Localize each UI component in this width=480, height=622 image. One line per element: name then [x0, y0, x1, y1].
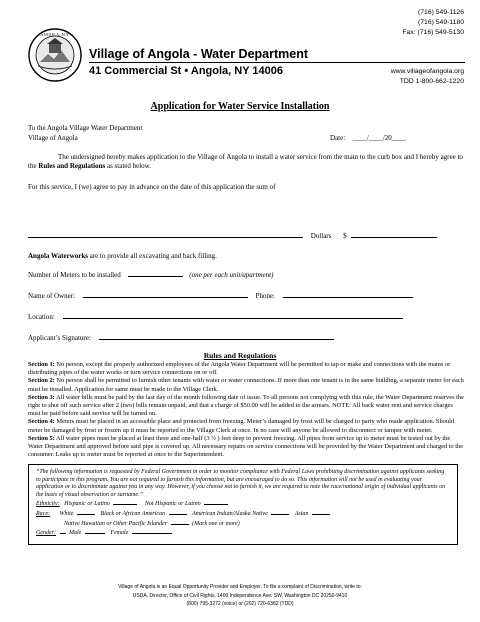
- race-asian-field[interactable]: [312, 509, 330, 515]
- date-label: Date:: [330, 134, 346, 142]
- intro-text-1: The undersigned hereby makes application to the Village of Angola to install a water service from the main to the curb box and I hereby agree to the: [28, 153, 463, 170]
- disclosure-notice: “The following information is requested by Federal Government in order to monitor compliance with Federal Laws prohibiting discrimination against applicants seeking to participate in this program. You are not required to furnish this information, but are encouraged to do so. This information will not be used in evaluating your application or to discriminate against you in any way. However, if you choose not to furnish it, we are required to note the race/national origin of individual applicants on the basis of visual observation or surname.”: [36, 469, 446, 498]
- org-address: 41 Commercial St • Angola, NY 14006: [89, 65, 283, 77]
- meters-note: (one per each unit/apartment): [189, 271, 274, 279]
- race-native: American Indian/Alaska Native: [192, 510, 268, 517]
- dollars-label: Dollars: [310, 232, 332, 240]
- rule-section-text: No person, except the properly authorized employees of the Angola Water Department will be permitted to tap or make and connections with the mains or distributing pipes of the water works or turn service connections on or off.: [28, 361, 451, 377]
- phone-2: (716) 549-1180: [418, 19, 464, 26]
- footer-line-1: Village of Angola is an Equal Opportunity Provider and Employer. To file a complaint of Discrimination, write to:: [118, 584, 362, 590]
- race-label: Race:: [36, 510, 50, 517]
- ethnicity-option-1: Hispanic or Latino: [64, 501, 110, 508]
- rule-section-label: Section 1:: [28, 361, 55, 368]
- to-line-1: To the Angola Village Water Department: [28, 124, 143, 132]
- rule-section-2: [28, 377, 466, 393]
- race-white-field[interactable]: [77, 509, 95, 515]
- race-white: White: [59, 510, 74, 517]
- intro-text-2: as stated below.: [105, 162, 152, 170]
- org-title: Village of Angola - Water Department: [89, 47, 309, 61]
- meters-row: [28, 269, 273, 280]
- race-row-1: [36, 509, 450, 519]
- rule-section-label: Section 5:: [28, 434, 55, 442]
- footer: [0, 583, 480, 609]
- rule-section-text: Meters must be placed in an accessible place and protected from freezing. Meter’s damaged by frost will be charged to party who made application. Should meter be damaged by frost or frozen up it must be reported to the Village Clerk at once. In no case will anyone be allowed to disconnect or tamper with meter.: [28, 418, 455, 434]
- gender-female: Female: [110, 530, 129, 537]
- waterworks-note: [28, 252, 217, 261]
- seal-text: ANGOLA, N.Y.: [40, 32, 70, 37]
- to-line-2: Village of Angola: [28, 134, 78, 142]
- waterworks-bold: Angola Waterworks: [28, 252, 88, 260]
- intro-paragraph: [28, 153, 468, 171]
- website-link[interactable]: www.villageofangola.org: [390, 68, 464, 75]
- rules-heading: Rules and Regulations: [203, 351, 277, 360]
- amount-words-field[interactable]: [28, 230, 303, 238]
- gender-label: Gender:: [36, 530, 56, 537]
- fax-number: Fax: (716) 549-5130: [402, 29, 464, 36]
- location-row: [28, 311, 403, 322]
- race-native-field[interactable]: [271, 509, 289, 515]
- amount-row: [28, 230, 437, 241]
- payment-text: For this service, I (we) agree to pay in advance on the date of this application the sum of: [28, 183, 276, 191]
- race-note: (Mark one or more): [192, 520, 240, 527]
- location-field[interactable]: [63, 311, 403, 319]
- rule-section-5: [28, 435, 466, 460]
- signature-field[interactable]: [99, 332, 334, 340]
- footer-line-3: (800) 795-3272 (voice) or (202) 720-6382 (TDD): [186, 601, 294, 608]
- amount-number-field[interactable]: [351, 230, 437, 238]
- rules-list: [28, 361, 466, 459]
- gender-male: Male: [69, 530, 82, 537]
- meters-label: Number of Meters to be installed: [28, 271, 121, 279]
- rule-section-label: Section 2:: [28, 377, 55, 385]
- ethnicity-field-2[interactable]: [204, 499, 228, 505]
- gender-row: [36, 528, 450, 538]
- date-value: ____/____/20____: [352, 134, 406, 142]
- ethnicity-option-2: Not Hispanic or Latino: [144, 501, 201, 508]
- disclosure-box: [28, 464, 458, 545]
- rule-section-1: [28, 361, 466, 377]
- ethnicity-label: Ethnicity:: [36, 501, 60, 508]
- owner-label: Name of Owner:: [28, 292, 76, 300]
- contact-block: [402, 8, 464, 38]
- race-black: Black or African American: [100, 510, 166, 517]
- race-black-field[interactable]: [169, 509, 187, 515]
- meters-field[interactable]: [128, 269, 183, 277]
- owner-field[interactable]: [83, 290, 248, 298]
- ethnicity-row: [36, 499, 450, 509]
- rule-section-4: [28, 418, 466, 434]
- form-title: Application for Water Service Installation: [150, 101, 330, 112]
- owner-row: [28, 290, 413, 301]
- tdd-number: TDD 1-800-662-1220: [399, 78, 464, 85]
- race-hawaiian-field[interactable]: [171, 519, 189, 525]
- rule-section-text: All water pipes must be placed at least three and one-half (3 ½ ) feet deep to prevent freezing. All pipes from service up to meter must be tested out by the Water Department and approved before said pipe is covered up. All necessary repairs on service connections will be provided by the Water Department and charged to the consumer. Leaks up to meter must be reported at once to the Superintendent.: [28, 434, 464, 459]
- web-block: [391, 67, 464, 87]
- date-field[interactable]: [330, 134, 406, 143]
- race-hawaiian: Native Hawaiian or Other Pacific Islander: [64, 520, 168, 527]
- race-row-2: [36, 519, 450, 529]
- waterworks-text: are to provide all excavating and back filling.: [87, 252, 217, 260]
- gender-male-field[interactable]: [85, 528, 105, 534]
- race-asian: Asian: [294, 510, 309, 517]
- footer-line-2: USDA, Director, Office of Civil Rights, 1400 Independence Ave. SW, Washington DC 20250-9410: [132, 592, 348, 599]
- intro-bold: Rules and Regulations: [38, 162, 106, 170]
- phone-label: Phone:: [255, 292, 275, 300]
- gender-blank: [60, 528, 66, 534]
- gender-female-field[interactable]: [132, 528, 172, 534]
- rule-section-text: No person shall be permitted to furnish other tenants with water or water connections. If more than one tenant is in the same building, a separate meter for each must be installed. Application for same must be made to the Village Clerk.: [28, 377, 464, 393]
- dollar-sign: $: [343, 232, 347, 240]
- rule-section-text: All water bills must be paid by the last day of the month following date of issue. To all persons not complying with this rule, the Water Department reserves the right to shut off such service after 2 (two) bills remain unpaid, and that a charge of $50.00 will be added to the arrears. NOTE: All back water rent and service charges must be paid before said service will be turned on.: [28, 393, 464, 418]
- signature-label: Applicant’s Signature:: [28, 334, 91, 342]
- rule-section-label: Section 3:: [28, 393, 55, 401]
- signature-row: [28, 332, 334, 343]
- phone-field[interactable]: [283, 290, 413, 298]
- location-label: Location:: [28, 313, 55, 321]
- rule-section-3: [28, 394, 466, 419]
- header-rule: [89, 62, 465, 63]
- village-seal-logo: [28, 28, 82, 82]
- rule-section-label: Section 4:: [28, 418, 55, 426]
- phone-1: (716) 549-1126: [418, 9, 464, 16]
- ethnicity-field-1[interactable]: [113, 499, 137, 505]
